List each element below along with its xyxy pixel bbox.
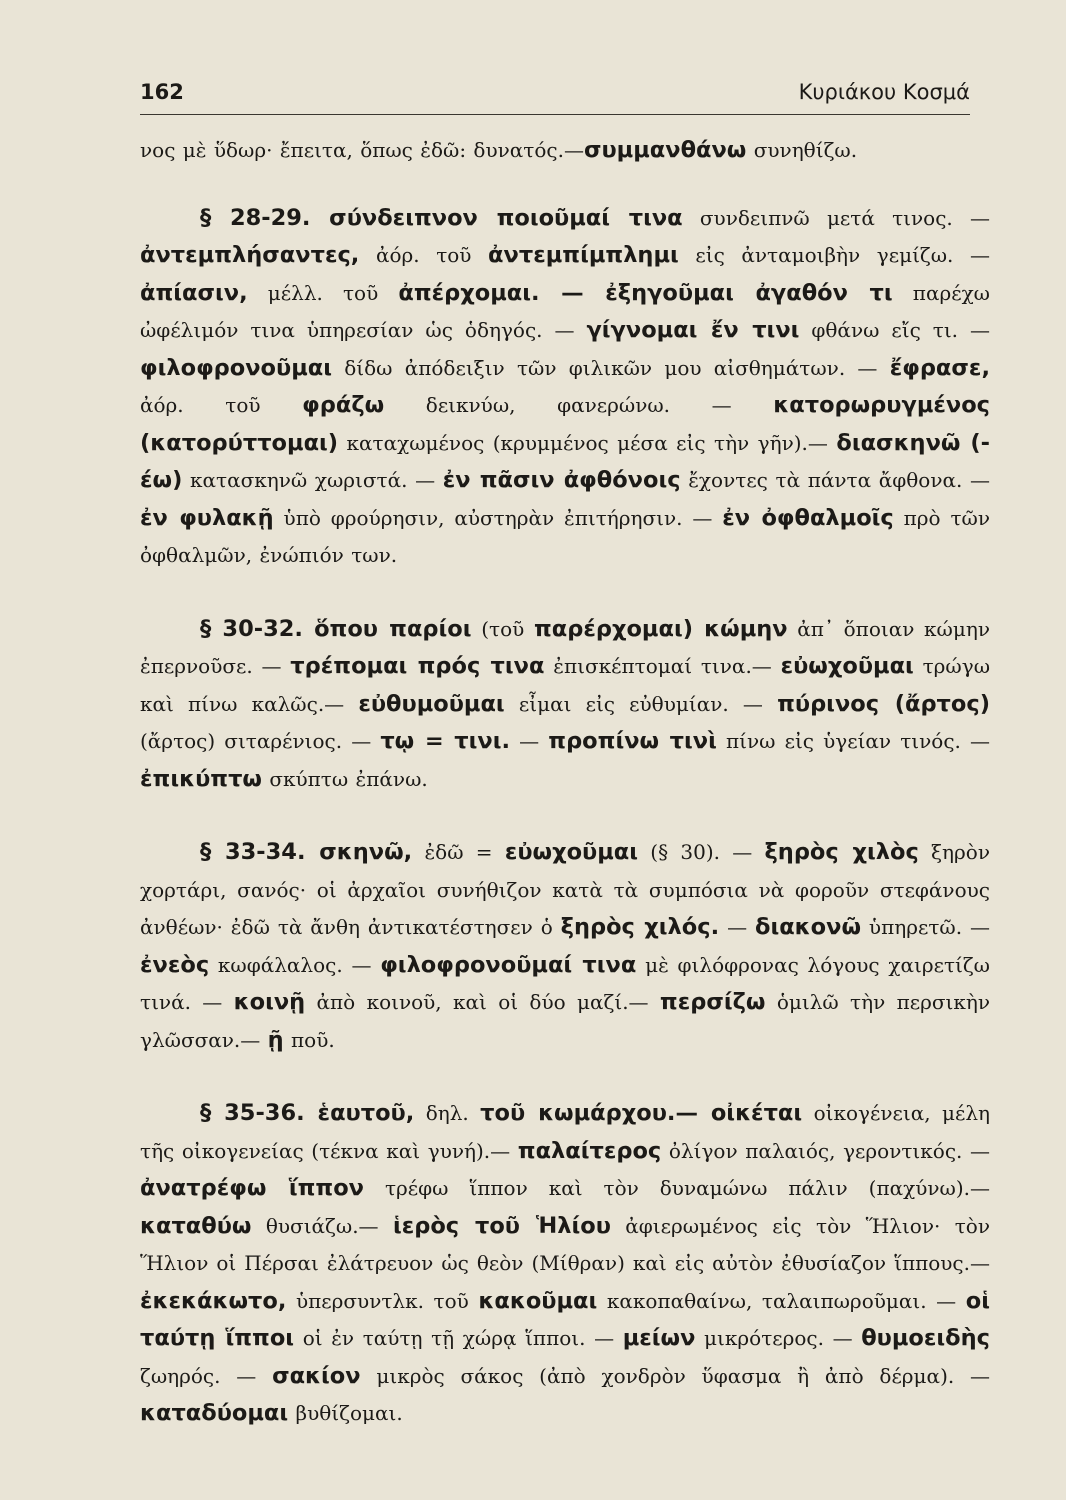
headword: ἐνεὸς [140, 951, 210, 978]
headword: παρέρχομαι) κώμην [533, 615, 788, 642]
headword: ἀντεμπλήσαντες, [140, 242, 360, 268]
gloss-text: τρώγω καὶ πίνω καλῶς.— [140, 654, 991, 716]
headword: φιλοφρονοῦμαί τινα [380, 951, 637, 978]
gloss-text: ὑπερσυντλκ. τοῦ [286, 1288, 479, 1313]
gloss-text: τρέφω ἵππον καὶ τὸν δυναμώνω πάλιν (παχύνω).— [363, 1176, 990, 1200]
headword: κατορωρυγμένος (κατορύττομαι) [140, 392, 991, 456]
gloss-text: οἰκογένεια, μέλη τῆς οἰκογενείας (τέκνα καὶ γυνή).— [140, 1101, 990, 1163]
headword: ἐν φυλακῇ [140, 504, 274, 531]
gloss-text: ὁμιλῶ τὴν περσικὴν γλῶσσαν.— [140, 990, 990, 1052]
gloss-text: νος μὲ ὕδωρ· ἔπειτα, ὅπως ἐδῶ: δυνατός.— [140, 138, 584, 162]
gloss-text: ἀπ᾽ ὅποιαν κώμην ἐπερνοῦσε. — [140, 616, 991, 678]
headword: εὐωχοῦμαι [780, 653, 914, 679]
headword: γίγνομαι ἔν τινι [586, 317, 800, 343]
paragraph-section-28-29 [140, 200, 990, 575]
gloss-text: — [719, 915, 755, 939]
gloss-text: πρὸ τῶν ὀφθαλμῶν, ἐνώπιόν των. [140, 505, 990, 567]
gloss-text: συνηθίζω. [746, 138, 858, 162]
headword: συμμανθάνω [583, 137, 747, 163]
gloss-text: μέλλ. τοῦ [247, 280, 399, 305]
gloss-text: μικρότερος. — [695, 1326, 862, 1350]
headword: προπίνω τινὶ [548, 728, 717, 754]
gloss-text: ἔχοντες τὰ πάντα ἄφθονα. — [680, 468, 991, 492]
headword: καταθύω [140, 1212, 252, 1239]
gloss-text: ὀλίγον παλαιός, γεροντικός. — [661, 1138, 990, 1163]
gloss-text: ὑπηρετῶ. — [861, 915, 990, 939]
gloss-text: πίνω εἰς ὑγείαν τινός. — [716, 729, 990, 753]
headword: § 33-34. σκηνῶ, [200, 839, 413, 865]
paragraph-continuation [140, 132, 990, 170]
gloss-text: εἰς ἀνταμοιβὴν γεμίζω. — [678, 243, 991, 267]
headword: καταδύομαι [140, 1400, 289, 1426]
paragraph-section-33-34 [140, 834, 990, 1059]
headword: ἱερὸς τοῦ Ἡλίου [392, 1212, 611, 1239]
gloss-text: μικρὸς σάκος (ἀπὸ χονδρὸν ὕφασμα ἢ ἀπὸ δέρμα). — [360, 1363, 991, 1388]
headword: οἱ ταύτῃ ἵπποι [140, 1287, 991, 1351]
paragraph-section-35-36 [140, 1095, 990, 1433]
page-header [140, 74, 970, 115]
gloss-text: καταχωμένος (κρυμμένος μέσα εἰς τὴν γῆν).— [338, 430, 837, 455]
gloss-text: παρέχω ὠφέλιμόν τινα ὑπηρεσίαν ὡς ὁδηγός. — [140, 280, 990, 342]
headword: φιλοφρονοῦμαι [140, 354, 332, 381]
headword: § 28-29. σύνδειπνον ποιοῦμαί τινα [200, 204, 683, 231]
gloss-text: ὑπὸ φρούρησιν, αὐστηρὰν ἐπιτήρησιν. — [273, 505, 723, 530]
gloss-text: ἐπισκέπτομαί τινα.— [544, 654, 781, 678]
gloss-text: μὲ φιλόφρονας λόγους χαιρετίζω τινά. — [140, 952, 990, 1014]
headword: κοινῇ [233, 989, 306, 1015]
gloss-text: σκύπτω ἐπάνω. [261, 766, 428, 791]
gloss-text: εἶμαι εἰς εὐθυμίαν. — [504, 691, 778, 716]
running-title: Κυριάκου Κοσμά [798, 80, 970, 104]
headword: φράζω [302, 392, 385, 418]
headword: ῇ [267, 1026, 284, 1053]
gloss-text: κωφάλαλος. — [209, 952, 381, 977]
gloss-text: συνδειπνῶ μετά τινος. — [682, 205, 990, 230]
headword: σακίον [272, 1362, 361, 1389]
gloss-text: δίδω ἀπόδειξιν τῶν φιλικῶν μου αἰσθημάτων. — [332, 355, 890, 380]
headword: ἀπίασιν, [140, 279, 248, 306]
headword: ξηρὸς χιλὸς [764, 839, 919, 865]
headword: μείων [622, 1325, 696, 1351]
page-body [140, 132, 990, 1469]
gloss-text: ἀπὸ κοινοῦ, καὶ οἱ δύο μαζί.— [305, 990, 660, 1014]
headword: παλαίτερος [517, 1137, 662, 1164]
headword: εὐωχοῦμαι [504, 839, 639, 865]
gloss-text: ἀφιερωμένος εἰς τὸν Ἥλιον· τὸν Ἥλιον οἱ Πέρσαι ἐλάτρευον ὡς θεὸν (Μίθραν) καὶ εἰς αὐτὸν ἐθυσίαζον ἵππους.— [140, 1213, 991, 1275]
headword: εὐθυμοῦμαι [358, 690, 505, 717]
headword: θυμοειδὴς [861, 1325, 990, 1351]
gloss-text: ποῦ. [283, 1027, 335, 1052]
gloss-text: κακοπαθαίνω, ταλαιπωροῦμαι. — [597, 1288, 966, 1313]
headword: ἐκεκάκωτο, [140, 1287, 287, 1314]
gloss-text: ἀόρ. τοῦ [359, 243, 489, 267]
headword: τῳ = τινι. [380, 728, 511, 754]
headword: ἐν πᾶσιν ἀφθόνοις [442, 467, 681, 493]
headword: τοῦ κωμάρχου.— οἰκέται [480, 1100, 803, 1126]
headword: τρέπομαι πρός τινα [290, 653, 545, 679]
headword: § 30-32. ὅπου παρίοι [200, 615, 472, 642]
gloss-text: (τοῦ [471, 616, 534, 641]
gloss-text: θυσιάζω.— [251, 1213, 393, 1238]
gloss-text: δηλ. [414, 1101, 481, 1125]
headword: ἀπέρχομαι. — ἐξηγοῦμαι ἀγαθόν τι [398, 279, 893, 306]
gloss-text: οἱ ἐν ταύτῃ τῇ χώρᾳ ἵπποι. — [294, 1326, 623, 1350]
gloss-text: ξηρὸν χορτάρι, σανός· οἱ ἀρχαῖοι συνήθιζον κατὰ τὰ συμπόσια νὰ φοροῦν στεφάνους ἀνθέων· ἐδῶ τὰ ἄνθη ἀντικατέστησεν ὁ [140, 840, 990, 939]
gloss-text: ζωηρός. — [140, 1363, 273, 1388]
page-number: 162 [140, 80, 184, 104]
headword: κακοῦμαι [478, 1287, 598, 1314]
headword: ἀνατρέφω ἵππον [140, 1175, 364, 1201]
headword: ξηρὸς χιλός. [560, 914, 720, 940]
headword: πύρινος (ἄρτος) [777, 690, 990, 717]
headword: ἀντεμπίμπλημι [488, 242, 679, 268]
headword: ἐπικύπτω [140, 765, 262, 792]
headword: ἔφρασε, [889, 354, 990, 381]
headword: διασκηνῶ (-έω) [140, 429, 990, 493]
gloss-text: δεικνύω, φανερώνω. — [384, 393, 774, 417]
gloss-text: ἐδῶ = [412, 840, 505, 864]
gloss-text: κατασκηνῶ χωριστά. — [182, 468, 443, 492]
headword: διακονῶ [755, 914, 862, 940]
gloss-text: — [510, 729, 549, 753]
gloss-text: φθάνω εἴς τι. — [799, 318, 990, 342]
gloss-text: (§ 30). — [638, 840, 765, 864]
gloss-text: ἀόρ. τοῦ [140, 393, 303, 417]
gloss-text: βυθίζομαι. [288, 1401, 403, 1425]
paragraph-section-30-32 [140, 611, 990, 799]
headword: περσίζω [659, 989, 766, 1015]
headword: § 35-36. ἑαυτοῦ, [200, 1100, 415, 1126]
headword: ἐν ὀφθαλμοῖς [722, 504, 894, 531]
gloss-text: (ἄρτος) σιταρένιος. — [140, 729, 381, 753]
